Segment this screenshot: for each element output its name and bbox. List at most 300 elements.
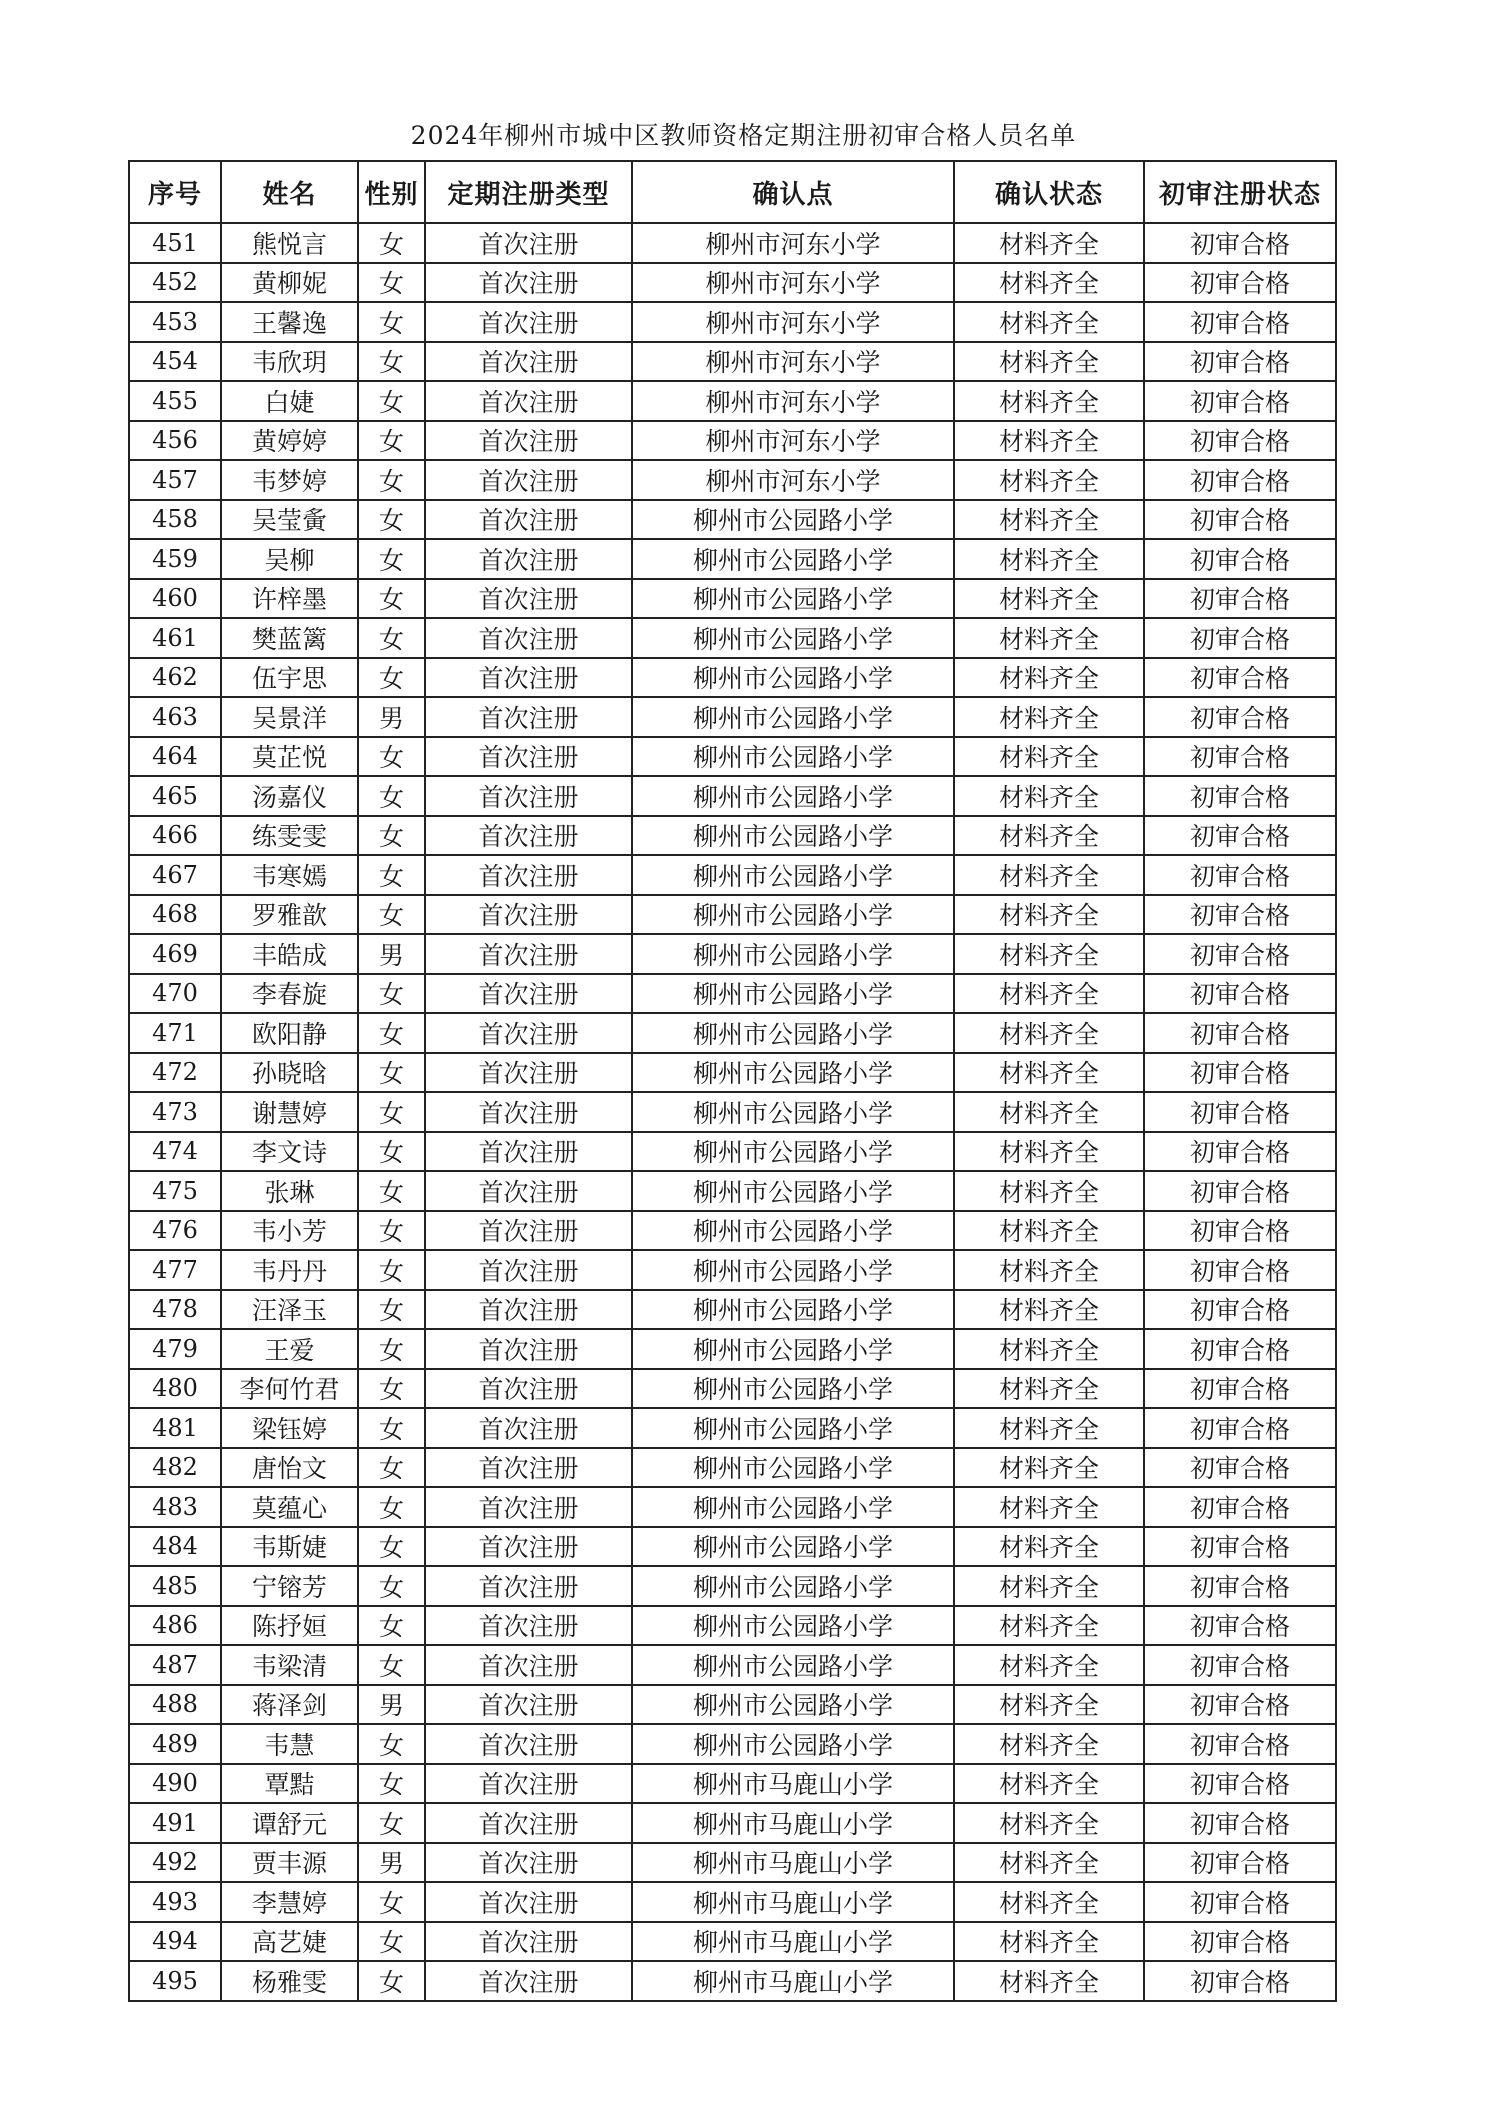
cell-name: 吴柳 bbox=[221, 539, 358, 579]
cell-gender: 女 bbox=[358, 776, 425, 816]
cell-gender: 女 bbox=[358, 855, 425, 895]
cell-gender: 女 bbox=[358, 1053, 425, 1093]
cell-confirmation-site: 柳州市公园路小学 bbox=[632, 1329, 954, 1369]
header-confirmation-site: 确认点 bbox=[632, 161, 954, 223]
cell-registration-type: 首次注册 bbox=[425, 1369, 632, 1409]
table-row bbox=[129, 342, 1336, 382]
cell-registration-type: 首次注册 bbox=[425, 381, 632, 421]
cell-confirmation-site: 柳州市河东小学 bbox=[632, 460, 954, 500]
table-row bbox=[129, 934, 1336, 974]
cell-confirmation-site: 柳州市公园路小学 bbox=[632, 1685, 954, 1725]
cell-gender: 女 bbox=[358, 895, 425, 935]
cell-name: 韦丹丹 bbox=[221, 1250, 358, 1290]
cell-registration-type: 首次注册 bbox=[425, 776, 632, 816]
cell-name: 丰皓成 bbox=[221, 934, 358, 974]
table-row bbox=[129, 658, 1336, 698]
cell-name: 贾丰源 bbox=[221, 1843, 358, 1883]
cell-confirmation-status: 材料齐全 bbox=[954, 1606, 1144, 1646]
cell-confirmation-site: 柳州市公园路小学 bbox=[632, 1132, 954, 1172]
cell-gender: 女 bbox=[358, 421, 425, 461]
cell-confirmation-site: 柳州市马鹿山小学 bbox=[632, 1961, 954, 2001]
cell-serial-no: 490 bbox=[129, 1764, 221, 1804]
table-row bbox=[129, 1250, 1336, 1290]
cell-gender: 女 bbox=[358, 1527, 425, 1567]
cell-serial-no: 467 bbox=[129, 855, 221, 895]
cell-registration-type: 首次注册 bbox=[425, 1566, 632, 1606]
cell-confirmation-site: 柳州市公园路小学 bbox=[632, 1606, 954, 1646]
cell-serial-no: 471 bbox=[129, 1013, 221, 1053]
cell-registration-type: 首次注册 bbox=[425, 737, 632, 777]
cell-name: 韦小芳 bbox=[221, 1211, 358, 1251]
cell-registration-type: 首次注册 bbox=[425, 895, 632, 935]
cell-registration-type: 首次注册 bbox=[425, 1448, 632, 1488]
cell-registration-type: 首次注册 bbox=[425, 460, 632, 500]
table-row bbox=[129, 1685, 1336, 1725]
cell-review-status: 初审合格 bbox=[1144, 697, 1336, 737]
cell-registration-type: 首次注册 bbox=[425, 1013, 632, 1053]
cell-confirmation-site: 柳州市公园路小学 bbox=[632, 974, 954, 1014]
cell-confirmation-site: 柳州市河东小学 bbox=[632, 223, 954, 263]
cell-review-status: 初审合格 bbox=[1144, 618, 1336, 658]
cell-name: 伍宇思 bbox=[221, 658, 358, 698]
table-row bbox=[129, 1843, 1336, 1883]
cell-serial-no: 458 bbox=[129, 500, 221, 540]
cell-gender: 女 bbox=[358, 263, 425, 303]
cell-review-status: 初审合格 bbox=[1144, 816, 1336, 856]
cell-confirmation-site: 柳州市公园路小学 bbox=[632, 816, 954, 856]
cell-gender: 女 bbox=[358, 1606, 425, 1646]
cell-serial-no: 468 bbox=[129, 895, 221, 935]
cell-gender: 女 bbox=[358, 1132, 425, 1172]
header-serial-no: 序号 bbox=[129, 161, 221, 223]
cell-confirmation-status: 材料齐全 bbox=[954, 302, 1144, 342]
cell-gender: 女 bbox=[358, 1092, 425, 1132]
cell-serial-no: 485 bbox=[129, 1566, 221, 1606]
cell-confirmation-site: 柳州市公园路小学 bbox=[632, 1645, 954, 1685]
cell-name: 宁镕芳 bbox=[221, 1566, 358, 1606]
cell-confirmation-site: 柳州市河东小学 bbox=[632, 381, 954, 421]
table-row bbox=[129, 381, 1336, 421]
table-header-row bbox=[129, 161, 1336, 223]
cell-name: 李何竹君 bbox=[221, 1369, 358, 1409]
cell-gender: 女 bbox=[358, 1645, 425, 1685]
cell-review-status: 初审合格 bbox=[1144, 1961, 1336, 2001]
cell-confirmation-site: 柳州市公园路小学 bbox=[632, 776, 954, 816]
cell-registration-type: 首次注册 bbox=[425, 223, 632, 263]
roster-table bbox=[128, 160, 1337, 2002]
cell-name: 李慧婷 bbox=[221, 1882, 358, 1922]
cell-serial-no: 460 bbox=[129, 579, 221, 619]
cell-confirmation-status: 材料齐全 bbox=[954, 1961, 1144, 2001]
cell-serial-no: 483 bbox=[129, 1487, 221, 1527]
cell-gender: 女 bbox=[358, 1329, 425, 1369]
cell-serial-no: 453 bbox=[129, 302, 221, 342]
cell-confirmation-status: 材料齐全 bbox=[954, 263, 1144, 303]
table-row bbox=[129, 421, 1336, 461]
cell-gender: 女 bbox=[358, 1013, 425, 1053]
cell-serial-no: 462 bbox=[129, 658, 221, 698]
cell-gender: 女 bbox=[358, 302, 425, 342]
cell-confirmation-site: 柳州市公园路小学 bbox=[632, 1487, 954, 1527]
cell-confirmation-site: 柳州市马鹿山小学 bbox=[632, 1922, 954, 1962]
cell-registration-type: 首次注册 bbox=[425, 974, 632, 1014]
cell-confirmation-site: 柳州市公园路小学 bbox=[632, 1448, 954, 1488]
cell-confirmation-site: 柳州市河东小学 bbox=[632, 342, 954, 382]
cell-registration-type: 首次注册 bbox=[425, 1843, 632, 1883]
cell-confirmation-site: 柳州市公园路小学 bbox=[632, 855, 954, 895]
cell-registration-type: 首次注册 bbox=[425, 1250, 632, 1290]
cell-name: 王馨逸 bbox=[221, 302, 358, 342]
cell-registration-type: 首次注册 bbox=[425, 855, 632, 895]
cell-gender: 男 bbox=[358, 1685, 425, 1725]
cell-confirmation-site: 柳州市公园路小学 bbox=[632, 500, 954, 540]
cell-review-status: 初审合格 bbox=[1144, 1448, 1336, 1488]
cell-registration-type: 首次注册 bbox=[425, 1132, 632, 1172]
cell-registration-type: 首次注册 bbox=[425, 1053, 632, 1093]
cell-name: 李文诗 bbox=[221, 1132, 358, 1172]
table-row bbox=[129, 1566, 1336, 1606]
cell-serial-no: 465 bbox=[129, 776, 221, 816]
cell-serial-no: 456 bbox=[129, 421, 221, 461]
cell-confirmation-site: 柳州市公园路小学 bbox=[632, 737, 954, 777]
cell-name: 吴景洋 bbox=[221, 697, 358, 737]
table-row bbox=[129, 816, 1336, 856]
cell-confirmation-status: 材料齐全 bbox=[954, 1922, 1144, 1962]
cell-review-status: 初审合格 bbox=[1144, 1053, 1336, 1093]
cell-name: 杨雅雯 bbox=[221, 1961, 358, 2001]
cell-review-status: 初审合格 bbox=[1144, 934, 1336, 974]
cell-confirmation-status: 材料齐全 bbox=[954, 1132, 1144, 1172]
cell-review-status: 初审合格 bbox=[1144, 579, 1336, 619]
cell-confirmation-site: 柳州市公园路小学 bbox=[632, 1211, 954, 1251]
cell-serial-no: 489 bbox=[129, 1724, 221, 1764]
cell-registration-type: 首次注册 bbox=[425, 500, 632, 540]
cell-review-status: 初审合格 bbox=[1144, 1013, 1336, 1053]
cell-confirmation-status: 材料齐全 bbox=[954, 1527, 1144, 1567]
cell-serial-no: 491 bbox=[129, 1803, 221, 1843]
cell-confirmation-status: 材料齐全 bbox=[954, 579, 1144, 619]
cell-confirmation-site: 柳州市公园路小学 bbox=[632, 539, 954, 579]
cell-review-status: 初审合格 bbox=[1144, 1685, 1336, 1725]
cell-gender: 女 bbox=[358, 1764, 425, 1804]
cell-registration-type: 首次注册 bbox=[425, 1290, 632, 1330]
cell-serial-no: 484 bbox=[129, 1527, 221, 1567]
cell-confirmation-site: 柳州市公园路小学 bbox=[632, 658, 954, 698]
cell-name: 陈抒姮 bbox=[221, 1606, 358, 1646]
table-row bbox=[129, 1922, 1336, 1962]
cell-gender: 女 bbox=[358, 579, 425, 619]
cell-registration-type: 首次注册 bbox=[425, 1803, 632, 1843]
cell-confirmation-site: 柳州市公园路小学 bbox=[632, 1290, 954, 1330]
cell-serial-no: 479 bbox=[129, 1329, 221, 1369]
cell-serial-no: 461 bbox=[129, 618, 221, 658]
cell-name: 李春旋 bbox=[221, 974, 358, 1014]
cell-confirmation-status: 材料齐全 bbox=[954, 618, 1144, 658]
cell-serial-no: 481 bbox=[129, 1408, 221, 1448]
table-row bbox=[129, 1645, 1336, 1685]
table-row bbox=[129, 1369, 1336, 1409]
cell-confirmation-status: 材料齐全 bbox=[954, 1803, 1144, 1843]
cell-name: 练雯雯 bbox=[221, 816, 358, 856]
cell-review-status: 初审合格 bbox=[1144, 1803, 1336, 1843]
table-row bbox=[129, 1092, 1336, 1132]
cell-review-status: 初审合格 bbox=[1144, 1724, 1336, 1764]
cell-registration-type: 首次注册 bbox=[425, 342, 632, 382]
cell-review-status: 初审合格 bbox=[1144, 974, 1336, 1014]
cell-confirmation-status: 材料齐全 bbox=[954, 658, 1144, 698]
cell-confirmation-status: 材料齐全 bbox=[954, 1764, 1144, 1804]
cell-review-status: 初审合格 bbox=[1144, 381, 1336, 421]
cell-gender: 女 bbox=[358, 658, 425, 698]
cell-confirmation-status: 材料齐全 bbox=[954, 855, 1144, 895]
cell-registration-type: 首次注册 bbox=[425, 539, 632, 579]
table-row bbox=[129, 618, 1336, 658]
cell-gender: 女 bbox=[358, 1448, 425, 1488]
table-row bbox=[129, 500, 1336, 540]
cell-gender: 男 bbox=[358, 934, 425, 974]
header-name: 姓名 bbox=[221, 161, 358, 223]
cell-name: 梁钰婷 bbox=[221, 1408, 358, 1448]
cell-registration-type: 首次注册 bbox=[425, 1408, 632, 1448]
cell-name: 高艺婕 bbox=[221, 1922, 358, 1962]
cell-confirmation-site: 柳州市公园路小学 bbox=[632, 579, 954, 619]
cell-confirmation-status: 材料齐全 bbox=[954, 500, 1144, 540]
cell-name: 欧阳静 bbox=[221, 1013, 358, 1053]
cell-serial-no: 487 bbox=[129, 1645, 221, 1685]
cell-registration-type: 首次注册 bbox=[425, 579, 632, 619]
cell-name: 汪泽玉 bbox=[221, 1290, 358, 1330]
cell-registration-type: 首次注册 bbox=[425, 302, 632, 342]
table-row bbox=[129, 1448, 1336, 1488]
cell-confirmation-status: 材料齐全 bbox=[954, 737, 1144, 777]
cell-gender: 女 bbox=[358, 1408, 425, 1448]
cell-name: 张琳 bbox=[221, 1171, 358, 1211]
cell-confirmation-status: 材料齐全 bbox=[954, 1685, 1144, 1725]
cell-serial-no: 476 bbox=[129, 1211, 221, 1251]
cell-review-status: 初审合格 bbox=[1144, 1922, 1336, 1962]
header-gender: 性别 bbox=[358, 161, 425, 223]
cell-name: 吴莹夤 bbox=[221, 500, 358, 540]
cell-review-status: 初审合格 bbox=[1144, 776, 1336, 816]
table-row bbox=[129, 697, 1336, 737]
table-row bbox=[129, 1803, 1336, 1843]
cell-confirmation-status: 材料齐全 bbox=[954, 1290, 1144, 1330]
cell-confirmation-status: 材料齐全 bbox=[954, 697, 1144, 737]
cell-serial-no: 451 bbox=[129, 223, 221, 263]
cell-confirmation-site: 柳州市公园路小学 bbox=[632, 618, 954, 658]
cell-gender: 男 bbox=[358, 697, 425, 737]
table-row bbox=[129, 1013, 1336, 1053]
cell-confirmation-status: 材料齐全 bbox=[954, 1211, 1144, 1251]
cell-gender: 女 bbox=[358, 342, 425, 382]
cell-review-status: 初审合格 bbox=[1144, 1369, 1336, 1409]
table-row bbox=[129, 539, 1336, 579]
cell-gender: 女 bbox=[358, 618, 425, 658]
cell-review-status: 初审合格 bbox=[1144, 1171, 1336, 1211]
cell-serial-no: 464 bbox=[129, 737, 221, 777]
cell-review-status: 初审合格 bbox=[1144, 1329, 1336, 1369]
cell-name: 韦慧 bbox=[221, 1724, 358, 1764]
cell-serial-no: 466 bbox=[129, 816, 221, 856]
cell-name: 谢慧婷 bbox=[221, 1092, 358, 1132]
cell-confirmation-site: 柳州市公园路小学 bbox=[632, 1250, 954, 1290]
cell-confirmation-status: 材料齐全 bbox=[954, 1448, 1144, 1488]
cell-review-status: 初审合格 bbox=[1144, 539, 1336, 579]
cell-name: 韦斯婕 bbox=[221, 1527, 358, 1567]
cell-name: 熊悦言 bbox=[221, 223, 358, 263]
cell-confirmation-site: 柳州市公园路小学 bbox=[632, 697, 954, 737]
cell-gender: 女 bbox=[358, 1290, 425, 1330]
cell-gender: 女 bbox=[358, 539, 425, 579]
cell-confirmation-status: 材料齐全 bbox=[954, 934, 1144, 974]
cell-serial-no: 488 bbox=[129, 1685, 221, 1725]
cell-registration-type: 首次注册 bbox=[425, 658, 632, 698]
cell-registration-type: 首次注册 bbox=[425, 1487, 632, 1527]
table-row bbox=[129, 1764, 1336, 1804]
cell-registration-type: 首次注册 bbox=[425, 1724, 632, 1764]
cell-gender: 女 bbox=[358, 1882, 425, 1922]
cell-review-status: 初审合格 bbox=[1144, 421, 1336, 461]
table-row bbox=[129, 223, 1336, 263]
cell-gender: 女 bbox=[358, 1171, 425, 1211]
cell-name: 莫蕴心 bbox=[221, 1487, 358, 1527]
cell-serial-no: 486 bbox=[129, 1606, 221, 1646]
cell-confirmation-status: 材料齐全 bbox=[954, 460, 1144, 500]
cell-review-status: 初审合格 bbox=[1144, 1606, 1336, 1646]
cell-confirmation-site: 柳州市公园路小学 bbox=[632, 1527, 954, 1567]
cell-confirmation-status: 材料齐全 bbox=[954, 1843, 1144, 1883]
cell-confirmation-site: 柳州市公园路小学 bbox=[632, 934, 954, 974]
cell-registration-type: 首次注册 bbox=[425, 618, 632, 658]
cell-review-status: 初审合格 bbox=[1144, 1132, 1336, 1172]
cell-confirmation-site: 柳州市公园路小学 bbox=[632, 1171, 954, 1211]
cell-confirmation-status: 材料齐全 bbox=[954, 342, 1144, 382]
table-body bbox=[129, 223, 1336, 2001]
cell-registration-type: 首次注册 bbox=[425, 1961, 632, 2001]
table-row bbox=[129, 1053, 1336, 1093]
cell-gender: 女 bbox=[358, 816, 425, 856]
cell-serial-no: 478 bbox=[129, 1290, 221, 1330]
cell-review-status: 初审合格 bbox=[1144, 1408, 1336, 1448]
cell-name: 王爱 bbox=[221, 1329, 358, 1369]
cell-review-status: 初审合格 bbox=[1144, 1250, 1336, 1290]
table-row bbox=[129, 460, 1336, 500]
cell-confirmation-site: 柳州市河东小学 bbox=[632, 263, 954, 303]
cell-confirmation-status: 材料齐全 bbox=[954, 1013, 1144, 1053]
header-confirmation-status: 确认状态 bbox=[954, 161, 1144, 223]
cell-name: 白婕 bbox=[221, 381, 358, 421]
table-row bbox=[129, 1290, 1336, 1330]
cell-confirmation-site: 柳州市公园路小学 bbox=[632, 1369, 954, 1409]
cell-name: 韦欣玥 bbox=[221, 342, 358, 382]
roster-table-container bbox=[128, 160, 1335, 2002]
cell-registration-type: 首次注册 bbox=[425, 697, 632, 737]
table-row bbox=[129, 737, 1336, 777]
cell-serial-no: 493 bbox=[129, 1882, 221, 1922]
cell-serial-no: 477 bbox=[129, 1250, 221, 1290]
cell-name: 罗雅歆 bbox=[221, 895, 358, 935]
table-row bbox=[129, 1132, 1336, 1172]
table-row bbox=[129, 263, 1336, 303]
cell-review-status: 初审合格 bbox=[1144, 1092, 1336, 1132]
cell-confirmation-status: 材料齐全 bbox=[954, 1408, 1144, 1448]
cell-registration-type: 首次注册 bbox=[425, 1685, 632, 1725]
cell-gender: 女 bbox=[358, 500, 425, 540]
cell-confirmation-site: 柳州市公园路小学 bbox=[632, 1053, 954, 1093]
cell-registration-type: 首次注册 bbox=[425, 1764, 632, 1804]
cell-review-status: 初审合格 bbox=[1144, 1290, 1336, 1330]
cell-confirmation-status: 材料齐全 bbox=[954, 1487, 1144, 1527]
cell-review-status: 初审合格 bbox=[1144, 1211, 1336, 1251]
cell-serial-no: 494 bbox=[129, 1922, 221, 1962]
cell-review-status: 初审合格 bbox=[1144, 737, 1336, 777]
cell-serial-no: 459 bbox=[129, 539, 221, 579]
cell-gender: 女 bbox=[358, 381, 425, 421]
cell-review-status: 初审合格 bbox=[1144, 658, 1336, 698]
cell-review-status: 初审合格 bbox=[1144, 223, 1336, 263]
cell-gender: 女 bbox=[358, 737, 425, 777]
cell-confirmation-status: 材料齐全 bbox=[954, 1369, 1144, 1409]
cell-name: 蒋泽剑 bbox=[221, 1685, 358, 1725]
cell-serial-no: 455 bbox=[129, 381, 221, 421]
cell-review-status: 初审合格 bbox=[1144, 895, 1336, 935]
cell-confirmation-status: 材料齐全 bbox=[954, 539, 1144, 579]
cell-review-status: 初审合格 bbox=[1144, 1566, 1336, 1606]
cell-review-status: 初审合格 bbox=[1144, 263, 1336, 303]
cell-confirmation-status: 材料齐全 bbox=[954, 895, 1144, 935]
cell-confirmation-site: 柳州市公园路小学 bbox=[632, 1566, 954, 1606]
cell-serial-no: 473 bbox=[129, 1092, 221, 1132]
cell-confirmation-status: 材料齐全 bbox=[954, 816, 1144, 856]
cell-registration-type: 首次注册 bbox=[425, 1092, 632, 1132]
cell-gender: 女 bbox=[358, 1211, 425, 1251]
cell-review-status: 初审合格 bbox=[1144, 1645, 1336, 1685]
cell-gender: 女 bbox=[358, 1922, 425, 1962]
cell-review-status: 初审合格 bbox=[1144, 1843, 1336, 1883]
cell-registration-type: 首次注册 bbox=[425, 421, 632, 461]
cell-gender: 女 bbox=[358, 1566, 425, 1606]
cell-registration-type: 首次注册 bbox=[425, 1211, 632, 1251]
cell-name: 唐怡文 bbox=[221, 1448, 358, 1488]
cell-confirmation-site: 柳州市马鹿山小学 bbox=[632, 1843, 954, 1883]
cell-confirmation-status: 材料齐全 bbox=[954, 1092, 1144, 1132]
cell-confirmation-status: 材料齐全 bbox=[954, 974, 1144, 1014]
cell-serial-no: 482 bbox=[129, 1448, 221, 1488]
cell-serial-no: 452 bbox=[129, 263, 221, 303]
table-row bbox=[129, 776, 1336, 816]
cell-confirmation-status: 材料齐全 bbox=[954, 1724, 1144, 1764]
cell-registration-type: 首次注册 bbox=[425, 1329, 632, 1369]
cell-name: 黄婷婷 bbox=[221, 421, 358, 461]
cell-confirmation-site: 柳州市河东小学 bbox=[632, 421, 954, 461]
cell-name: 覃黠 bbox=[221, 1764, 358, 1804]
cell-serial-no: 469 bbox=[129, 934, 221, 974]
cell-confirmation-site: 柳州市公园路小学 bbox=[632, 1724, 954, 1764]
cell-registration-type: 首次注册 bbox=[425, 1882, 632, 1922]
page-title: 2024年柳州市城中区教师资格定期注册初审合格人员名单 bbox=[410, 121, 1077, 150]
cell-registration-type: 首次注册 bbox=[425, 263, 632, 303]
cell-gender: 男 bbox=[358, 1843, 425, 1883]
cell-confirmation-status: 材料齐全 bbox=[954, 1882, 1144, 1922]
cell-confirmation-status: 材料齐全 bbox=[954, 381, 1144, 421]
cell-review-status: 初审合格 bbox=[1144, 1487, 1336, 1527]
cell-review-status: 初审合格 bbox=[1144, 500, 1336, 540]
cell-confirmation-status: 材料齐全 bbox=[954, 1250, 1144, 1290]
cell-registration-type: 首次注册 bbox=[425, 1527, 632, 1567]
cell-confirmation-site: 柳州市公园路小学 bbox=[632, 895, 954, 935]
cell-serial-no: 492 bbox=[129, 1843, 221, 1883]
table-row bbox=[129, 1882, 1336, 1922]
